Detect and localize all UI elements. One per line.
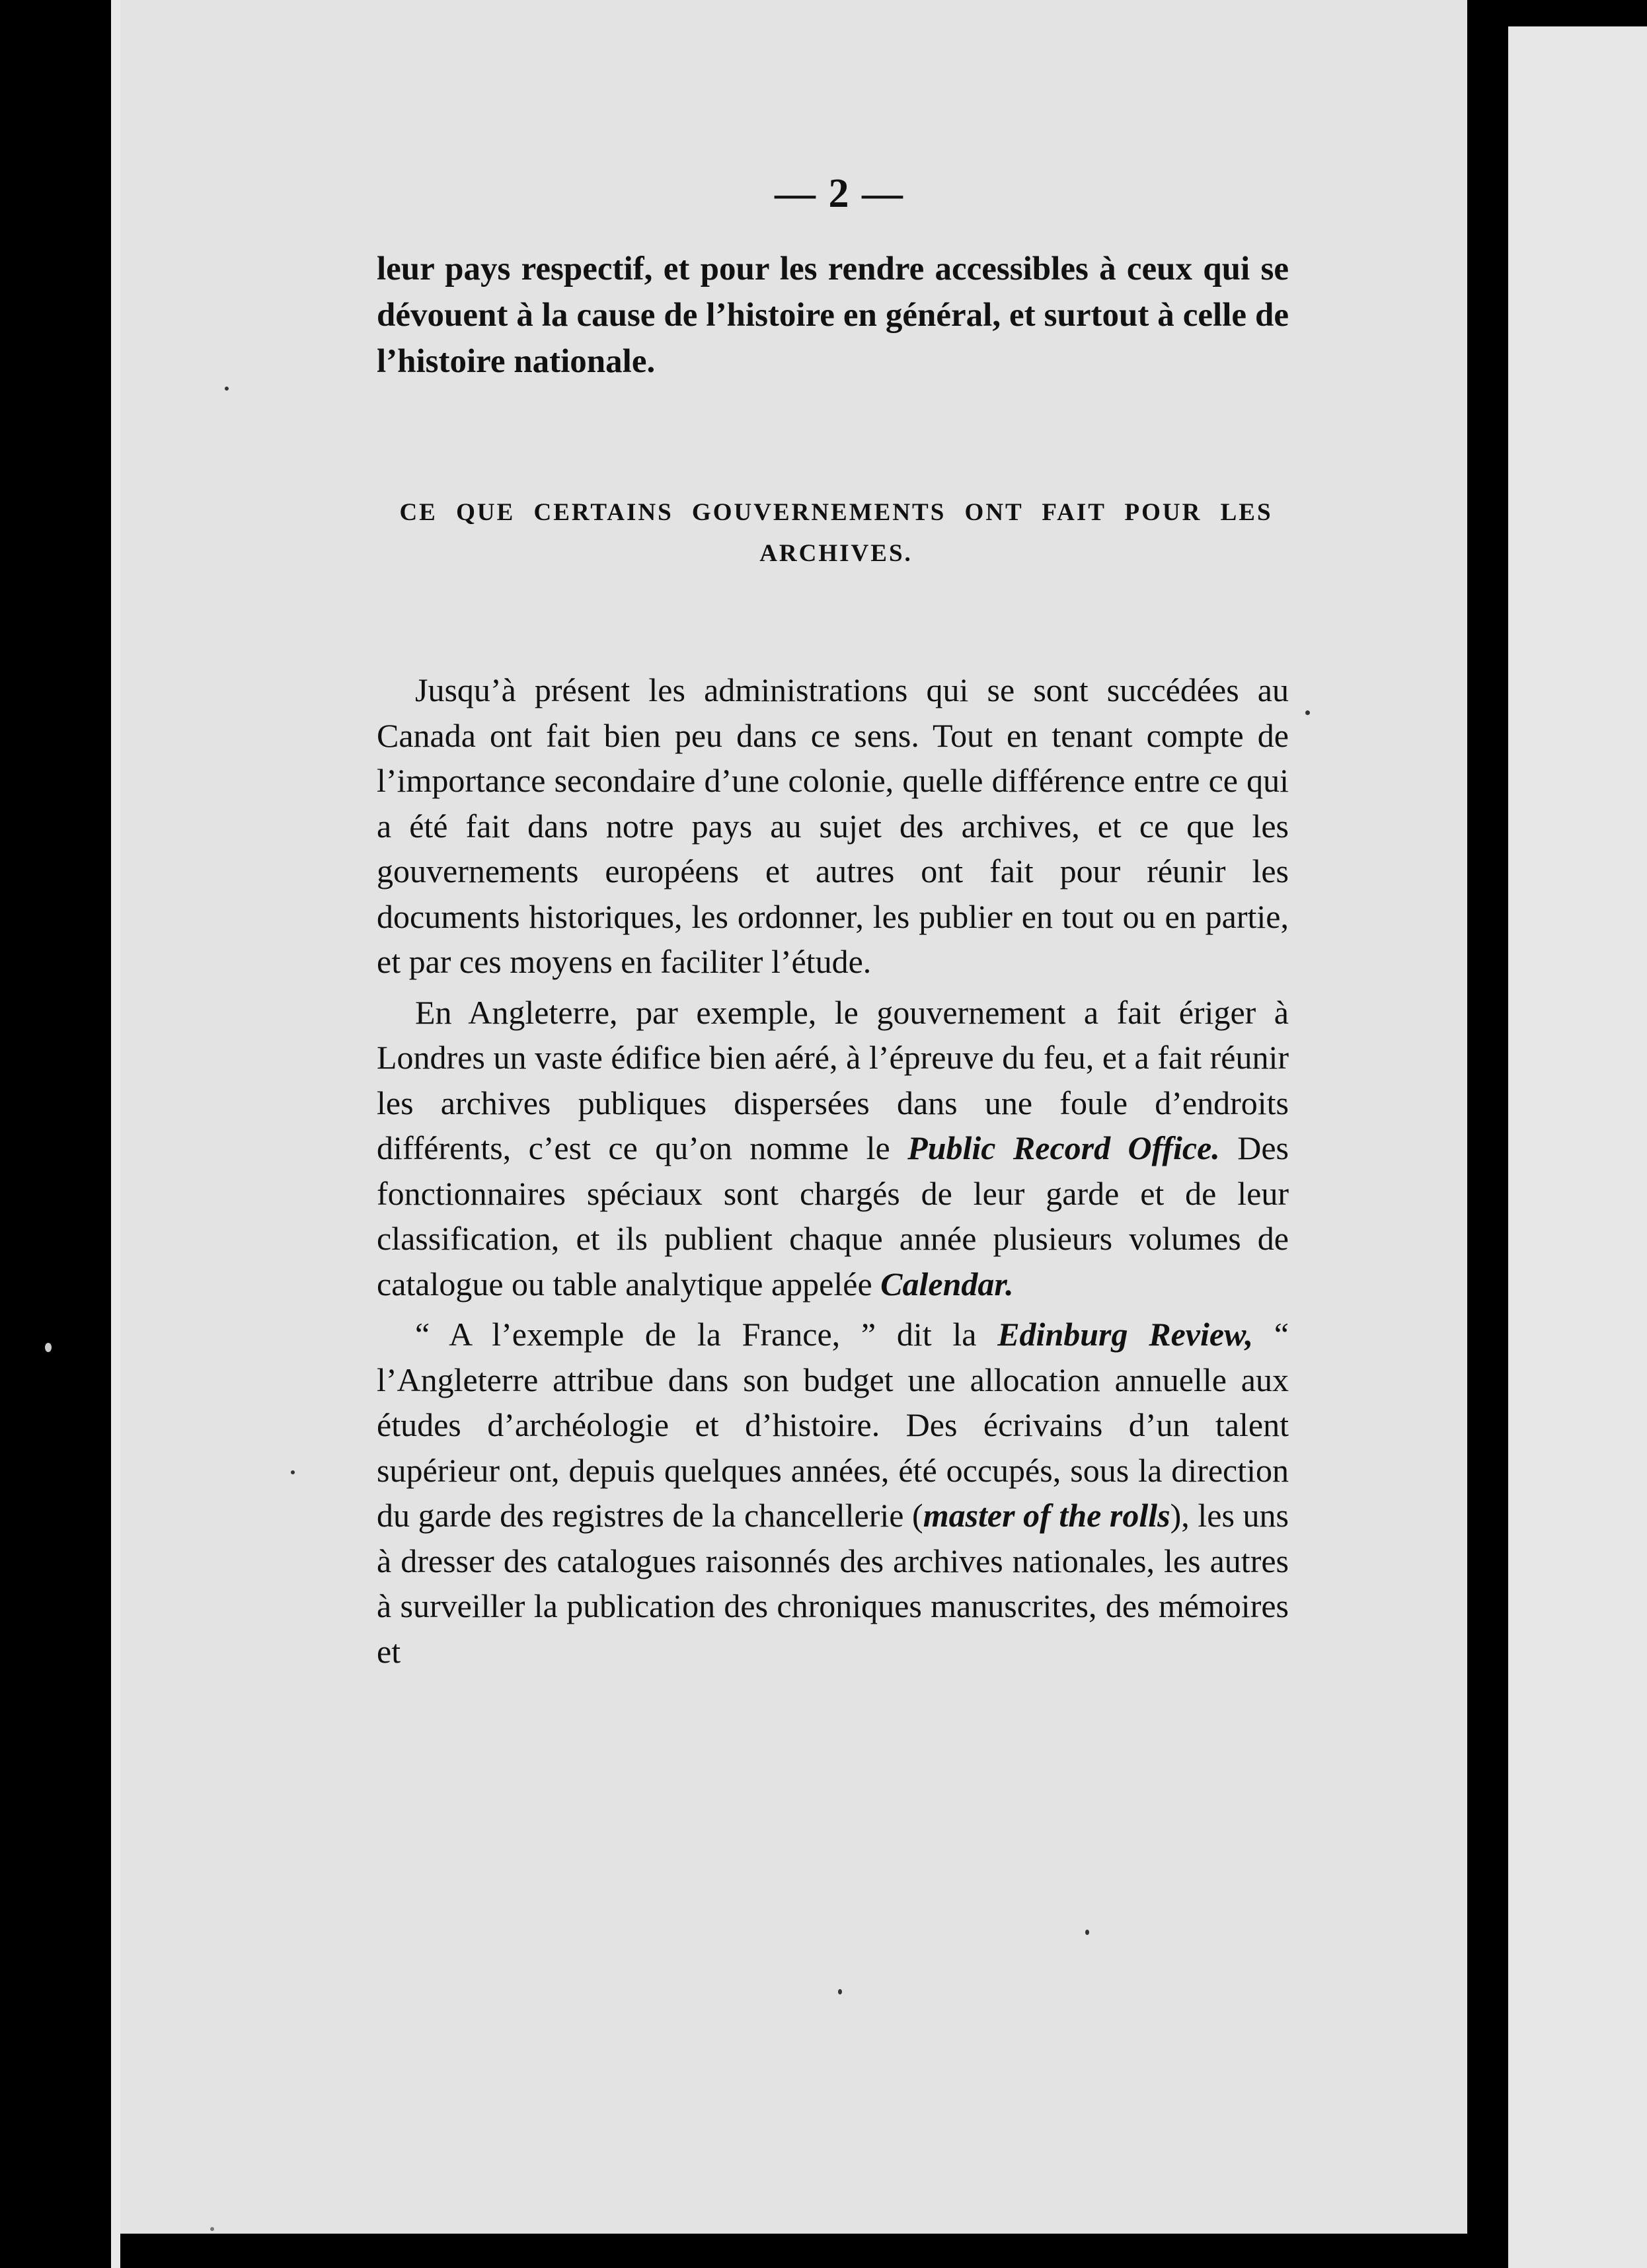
intro-text: leur pays respectif, et pour les rendre accessibles à ceux qui se dévouent à la cause de l’histoire en général, et surtout à celle de l’histoire nationale. [377, 250, 1289, 380]
body-text [377, 667, 1289, 1674]
edinburg-review-title: Edinburg Review, [997, 1316, 1254, 1353]
scan-speck [210, 2227, 214, 2231]
scan-speck [1305, 710, 1310, 715]
paragraph-2-part-a: En Angleterre, par exemple, le gouvernement a fait ériger à Londres un vaste édifice bien aéré, à l’épreuve du feu, et a fait réunir les archives publiques dispersées dans une foule d’endroits différents, c’est ce qu’on nomme le [377, 993, 1289, 1166]
scan-speck [45, 1343, 52, 1352]
scan-border-bottom [120, 2234, 1467, 2268]
paragraph-2 [377, 990, 1289, 1307]
paragraph-2-part-b: Des fonctionnaires spéciaux sont chargés de leur garde et de leur classification, et ils publient chaque année plusieurs volumes de catalogue ou table analytique appelée [377, 1129, 1289, 1303]
section-heading: CE QUE CERTAINS GOUVERNEMENTS ONT FAIT POUR LES ARCHIVES. [399, 499, 1273, 567]
paragraph-3-part-b: “ l’Angleterre attribue dans son budget une allocation annuelle aux études d’archéologie et d’histoire. Des écrivains d’un talent supérieur ont, depuis quelques années, été occupés, sous la direction du garde des registres de la chancellerie ( [377, 1316, 1289, 1534]
scan-speck [291, 1470, 295, 1474]
scan-speck [1085, 1930, 1089, 1935]
intro-paragraph [377, 246, 1289, 385]
scan-speck [838, 1989, 842, 1994]
calendar-title: Calendar. [880, 1265, 1014, 1303]
adjacent-page-edge [1508, 26, 1647, 2268]
page-number: — 2 — [775, 171, 904, 216]
scan-speck [225, 387, 229, 391]
public-record-office-title: Public Record Office. [907, 1129, 1220, 1166]
paragraph-3-part-c: ), les uns à dresser des catalogues raisonnés des archives nationales, les autres à surveiller la publication des chroniques manuscrites, des mémoires et [377, 1497, 1289, 1670]
scan-border-left [0, 0, 111, 2268]
master-of-rolls-title: master of the rolls [923, 1497, 1170, 1534]
paragraph-3 [377, 1312, 1289, 1674]
paragraph-1: Jusqu’à présent les administrations qui se sont succédées au Canada ont fait bien peu dans ce sens. Tout en tenant compte de l’importance secondaire d’une colonie, quelle différence entre ce qui a été fait dans notre pays au sujet des archives, et ce que les gouvernements européens et autres ont fait pour réunir les documents historiques, les ordonner, les publier en tout ou en partie, et par ces moyens en faciliter l’étude. [377, 671, 1289, 980]
paragraph-3-part-a: “ A l’exemple de la France, ” dit la [415, 1316, 977, 1353]
scan-gutter [1467, 0, 1508, 2268]
page-edge [111, 0, 120, 2268]
